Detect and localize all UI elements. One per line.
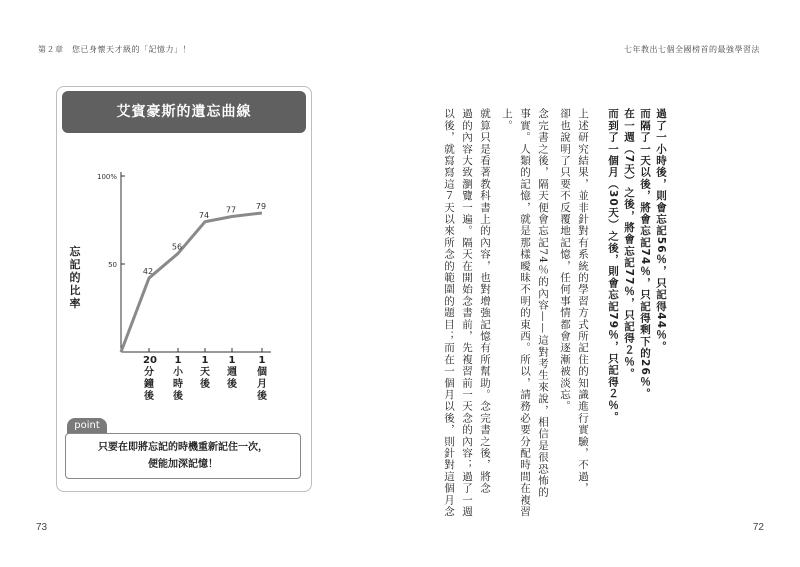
body-text-line: 上述研究結果，並非針對有系統的學習方式所記住的知識進行實驗，不過， [577, 108, 589, 495]
body-text-line: 念完書之後，隔天便會忘記74％的內容——這對考生來說，相信是很恐怖的 [537, 108, 549, 499]
point-box [65, 433, 301, 479]
body-text-line: 以後，就寫寫這７天以來所念的範圍的題目；而在一個月以後，則針對這個月念 [443, 108, 455, 518]
data-label: 56 [171, 242, 183, 252]
data-label: 74 [198, 210, 210, 220]
bold-summary-line: 過了一小時後，則會忘記56％，只記得44％。 [655, 108, 667, 353]
forgetting-curve-chart [57, 87, 311, 417]
data-label: 77 [225, 205, 237, 215]
data-label: 42 [142, 267, 154, 277]
point-line-2: 便能加深記憶！ [148, 459, 218, 470]
y-axis-label-char: 的 [69, 271, 81, 284]
body-text-line: 就算只是看著教科書上的內容，也對增強記憶有所幫助。念完書之後，將念 [479, 108, 491, 495]
y-axis-label-char: 比 [69, 284, 81, 297]
y-axis-label-char: 忘 [69, 245, 81, 258]
forgetting-curve-card [56, 86, 312, 492]
data-label: 79 [255, 201, 267, 211]
bold-summary-line: 而隔了一天以後，將會忘記74％，只記得剩下的26％。 [639, 108, 651, 400]
page-number-right: 72 [752, 522, 764, 533]
body-text-line: 事實。人類的記憶，就是那樣曖昧不明的東西。所以，請務必要分配時間在複習 [519, 108, 531, 518]
page-number-left: 73 [36, 522, 48, 533]
x-tick-label: 1 個 月 後 [257, 355, 267, 402]
x-tick-label: 1 小 時 後 [173, 355, 183, 402]
y-tick-label: 50 [108, 261, 117, 269]
body-text-line: 卻也說明了只要不反覆地記憶，任何事情都會逐漸被淡忘。 [559, 108, 571, 413]
bold-summary-line: 在一週（7天）之後，將會忘記77％，只記得２％。 [623, 108, 635, 380]
bold-summary-line: 而到了一個月（30天）之後，則會忘記79％，只記得２％。 [607, 108, 619, 423]
y-tick-label: 100% [96, 173, 117, 181]
y-axis-label-char: 率 [69, 297, 81, 310]
y-axis-label-char: 記 [69, 258, 81, 271]
point-line-1: 只要在即將忘記的時機重新記住一次， [98, 442, 268, 453]
point-tag: point [67, 418, 107, 434]
card-title: 艾賓豪斯的遺忘曲線 [62, 91, 306, 133]
x-tick-label: 20 分 鐘 後 [143, 355, 157, 402]
body-text-line: 過的內容大致瀏覽一遍。隔天在開始念書前，先複習前一天念的內容；過了一週 [461, 108, 473, 518]
x-tick-label: 1 天 後 [200, 355, 210, 390]
running-header-left: 第２章 您已身懷天才級的「記憶力」！ [38, 45, 191, 54]
running-header-right: 七年教出七個全國榜首的最強學習法 [624, 45, 760, 54]
x-tick-label: 1 週 後 [227, 355, 237, 390]
body-text-line: 上。 [501, 108, 513, 132]
